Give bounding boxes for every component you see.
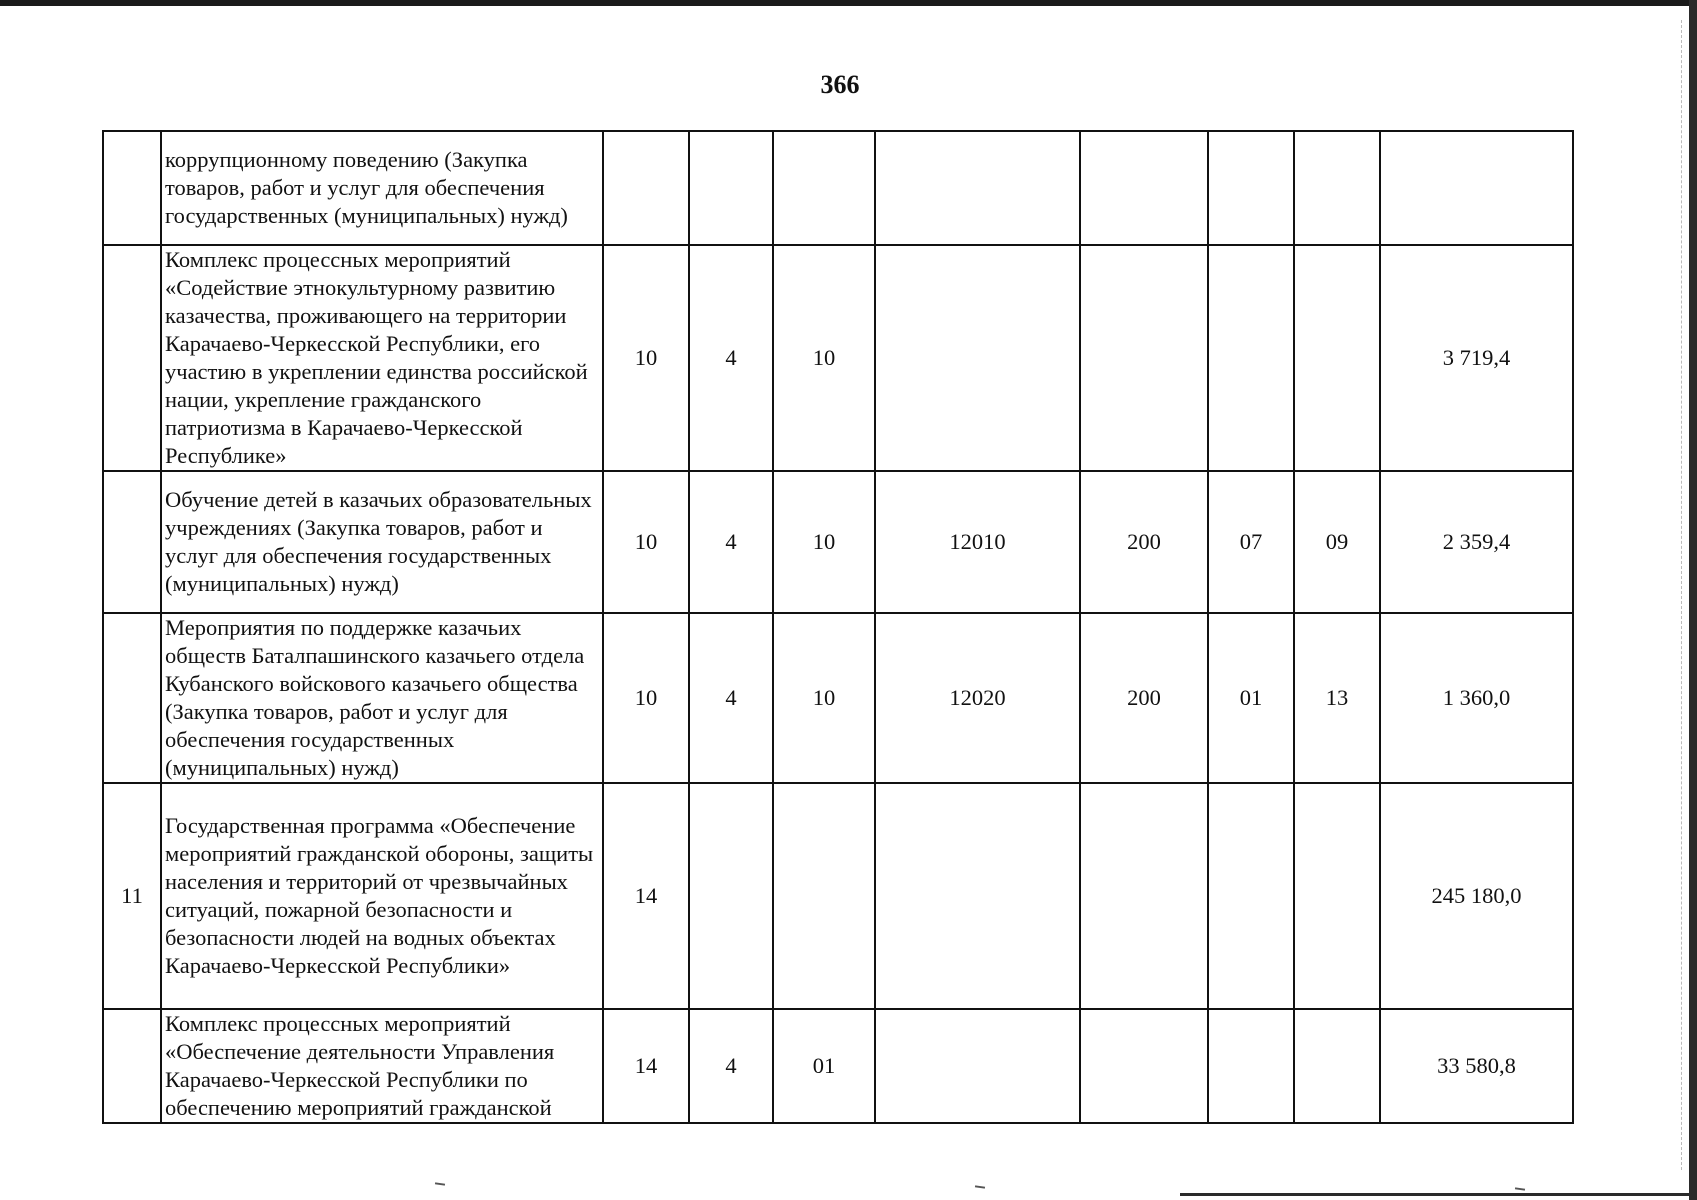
code-cell (1080, 783, 1208, 1009)
code-cell (689, 783, 773, 1009)
code-cell: 14 (603, 1009, 689, 1123)
row-number-cell (103, 471, 161, 613)
code-cell (875, 245, 1080, 471)
scan-bottom-edge (1180, 1193, 1697, 1196)
row-number-cell: 11 (103, 783, 161, 1009)
code-cell: 10 (603, 613, 689, 783)
code-cell (1080, 131, 1208, 245)
scan-right-edge (1689, 0, 1697, 1200)
code-cell (875, 131, 1080, 245)
table-row (103, 783, 1573, 1009)
amount-cell: 2 359,4 (1380, 471, 1573, 613)
code-cell (1208, 131, 1294, 245)
code-cell: 200 (1080, 471, 1208, 613)
table-row (103, 471, 1573, 613)
code-cell: 10 (773, 613, 875, 783)
table-row (103, 131, 1573, 245)
row-number-cell (103, 613, 161, 783)
item-name-cell: коррупционному поведению (Закупка товаров, работ и услуг для обеспечения государственных (муниципальных) нужд) (161, 131, 603, 245)
row-number-cell (103, 1009, 161, 1123)
item-name-cell: Мероприятия по поддержке казачьих обществ Баталпашинского казачьего отдела Кубанского войскового казачьего общества (Закупка товаров, работ и услуг для обеспечения государственных (муниципальных) нужд) (161, 613, 603, 783)
code-cell (1294, 783, 1380, 1009)
code-cell: 10 (773, 471, 875, 613)
amount-cell: 1 360,0 (1380, 613, 1573, 783)
table-row (103, 245, 1573, 471)
code-cell (1294, 1009, 1380, 1123)
row-number-cell (103, 245, 161, 471)
code-cell: 10 (773, 245, 875, 471)
scan-speck (435, 1182, 445, 1185)
code-cell: 200 (1080, 613, 1208, 783)
amount-cell: 33 580,8 (1380, 1009, 1573, 1123)
code-cell (1208, 1009, 1294, 1123)
code-cell: 10 (603, 245, 689, 471)
amount-cell: 3 719,4 (1380, 245, 1573, 471)
code-cell: 4 (689, 1009, 773, 1123)
code-cell (1294, 131, 1380, 245)
item-name-cell: Комплекс процессных мероприятий «Обеспечение деятельности Управления Карачаево-Черкесской Республики по обеспечению мероприятий гражданской (161, 1009, 603, 1123)
code-cell (1294, 245, 1380, 471)
code-cell (1080, 245, 1208, 471)
code-cell: 4 (689, 471, 773, 613)
page-number: 366 (820, 70, 860, 99)
code-cell (689, 131, 773, 245)
code-cell (875, 783, 1080, 1009)
code-cell: 12020 (875, 613, 1080, 783)
amount-cell (1380, 131, 1573, 245)
budget-table (102, 130, 1574, 1124)
table-row (103, 1009, 1573, 1123)
code-cell: 13 (1294, 613, 1380, 783)
code-cell (1208, 245, 1294, 471)
amount-cell: 245 180,0 (1380, 783, 1573, 1009)
code-cell (1080, 1009, 1208, 1123)
table-row (103, 613, 1573, 783)
row-number-cell (103, 131, 161, 245)
code-cell: 01 (773, 1009, 875, 1123)
code-cell: 07 (1208, 471, 1294, 613)
scan-artifact-line (1681, 20, 1683, 1170)
code-cell: 4 (689, 245, 773, 471)
code-cell: 10 (603, 471, 689, 613)
code-cell (1208, 783, 1294, 1009)
code-cell: 14 (603, 783, 689, 1009)
item-name-cell: Комплекс процессных мероприятий «Содействие этнокультурному развитию казачества, проживающего на территории Карачаево-Черкесской Республики, его участию в укреплении единства российской нации, укрепление гражданского патриотизма в Карачаево-Черкесской Республике» (161, 245, 603, 471)
code-cell (773, 131, 875, 245)
item-name-cell: Государственная программа «Обеспечение мероприятий гражданской обороны, защиты населения и территорий от чрезвычайных ситуаций, пожарной безопасности и безопасности людей на водных объектах Карачаево-Черкесской Республики» (161, 783, 603, 1009)
item-name-cell: Обучение детей в казачьих образовательных учреждениях (Закупка товаров, работ и услуг для обеспечения государственных (муниципальных) нужд) (161, 471, 603, 613)
code-cell: 09 (1294, 471, 1380, 613)
code-cell (603, 131, 689, 245)
code-cell (875, 1009, 1080, 1123)
code-cell: 12010 (875, 471, 1080, 613)
code-cell (773, 783, 875, 1009)
scan-speck (1515, 1187, 1525, 1190)
code-cell: 4 (689, 613, 773, 783)
code-cell: 01 (1208, 613, 1294, 783)
scan-speck (975, 1185, 985, 1188)
scan-top-edge (0, 0, 1697, 6)
